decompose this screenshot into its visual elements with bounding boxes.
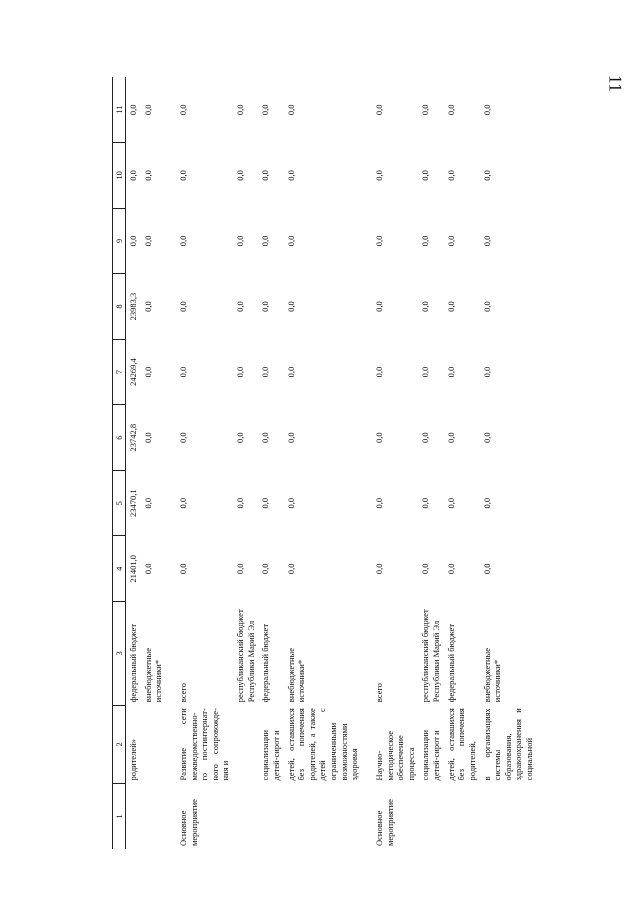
- page-number: 11: [605, 74, 626, 93]
- column-number-row: [113, 77, 126, 849]
- table-row: [258, 77, 283, 849]
- activity-name-cell: социализации детей-сирот и: [260, 729, 281, 781]
- value-cell: 0,0: [177, 235, 188, 247]
- funding-source-cell: внебюджетные источники*: [285, 648, 307, 703]
- value-cell: 0,0: [235, 301, 245, 312]
- value-cell: 0,0: [445, 432, 456, 443]
- column-number: 4: [113, 536, 126, 602]
- activity-name-cell: в организациях системы образования, здравоохранения и социальной: [481, 708, 534, 781]
- value-cell: 0,0: [445, 366, 456, 378]
- table-row: [233, 77, 258, 849]
- value-cell: 0,0: [445, 104, 456, 116]
- value-cell: 0,0: [420, 235, 431, 247]
- activity-name-cell: детей, оставшихся без попечения родителей,: [445, 708, 477, 781]
- value-cell: 0,0: [142, 301, 153, 312]
- value-cell: 23470,1: [128, 489, 138, 518]
- table-row: [418, 77, 443, 849]
- value-cell: 0,0: [235, 366, 245, 378]
- activity-name-cell: Развитие сети межведомственно-го постинтернат-ного сопровожде-ния и: [177, 708, 231, 781]
- column-number: 9: [113, 208, 126, 274]
- value-cell: 0,0: [420, 170, 431, 181]
- value-cell: 21401,0: [128, 554, 138, 583]
- value-cell: 0,0: [445, 235, 456, 247]
- value-cell: 0,0: [481, 170, 492, 181]
- value-cell: 0,0: [177, 432, 188, 443]
- value-cell: 0,0: [142, 235, 153, 247]
- activity-name-cell: детей, оставшихся без попечения родителей, а также детей с ограниченными возможностями здоровья: [285, 708, 360, 781]
- funding-source-cell: республиканский бюджет Республики Марий Эл: [420, 609, 441, 703]
- activity-name-cell: родителей»: [128, 739, 138, 781]
- value-cell: 0,0: [373, 563, 384, 575]
- value-cell: 0,0: [235, 170, 245, 181]
- value-cell: 0,0: [260, 235, 271, 247]
- value-cell: 0,0: [177, 497, 188, 509]
- value-cell: 0,0: [481, 366, 492, 378]
- value-cell: 0,0: [177, 104, 188, 116]
- value-cell: 0,0: [260, 563, 271, 575]
- funding-source-cell: внебюджетные источники*: [481, 648, 503, 703]
- value-cell: 0,0: [420, 432, 431, 443]
- column-number: 3: [113, 602, 126, 706]
- activity-type-cell: Основное мероприятие: [373, 799, 395, 846]
- value-cell: 0,0: [235, 235, 245, 247]
- table-row: [141, 77, 166, 849]
- value-cell: 0,0: [285, 563, 296, 575]
- rotated-page-content: [112, 77, 640, 849]
- activity-name-cell: социализации детей-сирот и: [420, 729, 441, 781]
- value-cell: 0,0: [235, 563, 245, 575]
- column-number: 11: [113, 77, 126, 143]
- value-cell: 0,0: [373, 104, 384, 116]
- activity-type-cell: [284, 783, 362, 849]
- funding-source-cell: всего: [373, 683, 384, 703]
- table-row: [480, 77, 537, 849]
- value-cell: 0,0: [285, 235, 296, 247]
- value-cell: 0,0: [285, 366, 296, 378]
- value-cell: 0,0: [142, 432, 153, 443]
- value-cell: 0,0: [445, 497, 456, 509]
- value-cell: 0,0: [373, 235, 384, 247]
- table-row: [362, 77, 419, 849]
- column-number: 6: [113, 405, 126, 471]
- value-cell: 0,0: [177, 301, 188, 312]
- column-number: 2: [113, 705, 126, 783]
- activity-name-cell: Научно-методическое обеспечение процесса: [373, 730, 416, 781]
- funding-source-cell: внебюджетные источники*: [142, 648, 164, 703]
- value-cell: 0,0: [142, 104, 153, 116]
- value-cell: 0,0: [177, 563, 188, 575]
- value-cell: 24269,4: [128, 358, 138, 386]
- column-number: 7: [113, 339, 126, 405]
- activity-name-cell: [141, 705, 166, 783]
- activity-name-cell: [233, 705, 258, 783]
- value-cell: 0,0: [373, 432, 384, 443]
- activity-type-cell: [418, 783, 443, 849]
- activity-type-cell: [233, 783, 258, 849]
- activity-type-cell: [480, 783, 537, 849]
- activity-type-cell: Основное мероприятие: [177, 799, 199, 846]
- activity-type-cell: [126, 783, 141, 849]
- value-cell: 0,0: [420, 563, 431, 575]
- value-cell: 0,0: [445, 301, 456, 312]
- value-cell: 0,0: [260, 170, 271, 181]
- value-cell: 0,0: [285, 104, 296, 116]
- value-cell: 0,0: [481, 432, 492, 443]
- funding-source-cell: федеральный бюджет: [445, 623, 456, 703]
- funding-source-cell: всего: [177, 683, 188, 703]
- value-cell: 0,0: [128, 104, 138, 116]
- value-cell: 0,0: [373, 497, 384, 509]
- value-cell: 23983,3: [128, 292, 138, 321]
- value-cell: 0,0: [481, 104, 492, 116]
- value-cell: 0,0: [445, 563, 456, 575]
- value-cell: 0,0: [177, 366, 188, 378]
- funding-source-cell: республиканский бюджет Республики Марий Эл: [235, 609, 256, 703]
- value-cell: 0,0: [420, 497, 431, 509]
- value-cell: 0,0: [260, 104, 271, 116]
- activity-type-cell: [141, 783, 166, 849]
- value-cell: 0,0: [481, 497, 492, 509]
- funding-source-cell: федеральный бюджет: [128, 623, 138, 703]
- table-row: [166, 77, 233, 849]
- value-cell: 0,0: [235, 497, 245, 509]
- value-cell: 0,0: [285, 497, 296, 509]
- value-cell: 0,0: [445, 170, 456, 181]
- value-cell: 0,0: [235, 104, 245, 116]
- value-cell: 0,0: [285, 301, 296, 312]
- value-cell: 0,0: [177, 170, 188, 181]
- value-cell: 0,0: [142, 170, 153, 181]
- value-cell: 0,0: [142, 497, 153, 509]
- value-cell: 0,0: [373, 366, 384, 378]
- value-cell: 0,0: [420, 301, 431, 312]
- value-cell: 0,0: [285, 432, 296, 443]
- value-cell: 0,0: [260, 497, 271, 509]
- value-cell: 23742,8: [128, 423, 138, 452]
- value-cell: 0,0: [260, 301, 271, 312]
- budget-table: [112, 77, 537, 849]
- value-cell: 0,0: [128, 235, 138, 247]
- value-cell: 0,0: [481, 235, 492, 247]
- value-cell: 0,0: [260, 366, 271, 378]
- value-cell: 0,0: [260, 432, 271, 443]
- column-number: 5: [113, 470, 126, 536]
- value-cell: 0,0: [373, 170, 384, 181]
- activity-type-cell: [444, 783, 480, 849]
- value-cell: 0,0: [481, 301, 492, 312]
- value-cell: 0,0: [142, 563, 153, 575]
- value-cell: 0,0: [235, 432, 245, 443]
- value-cell: 0,0: [128, 170, 138, 181]
- activity-type-cell: [258, 783, 283, 849]
- column-number: 1: [113, 783, 126, 849]
- value-cell: 0,0: [420, 104, 431, 116]
- value-cell: 0,0: [373, 301, 384, 312]
- value-cell: 0,0: [481, 563, 492, 575]
- value-cell: 0,0: [420, 366, 431, 378]
- value-cell: 0,0: [285, 170, 296, 181]
- table-row: [444, 77, 480, 849]
- value-cell: 0,0: [142, 366, 153, 378]
- table-row: [126, 77, 141, 849]
- funding-source-cell: федеральный бюджет: [260, 623, 271, 703]
- table-row: [284, 77, 362, 849]
- column-number: 10: [113, 143, 126, 209]
- column-number: 8: [113, 274, 126, 340]
